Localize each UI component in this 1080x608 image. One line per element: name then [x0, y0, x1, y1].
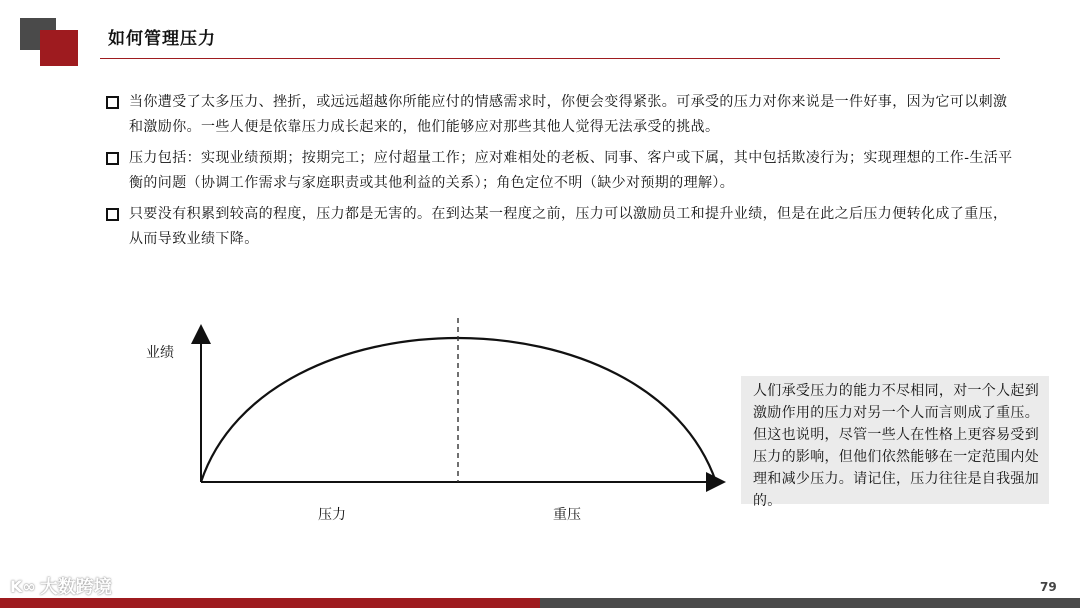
bullet-text: 只要没有积累到较高的程度，压力都是无害的。在到达某一程度之前，压力可以激励员工和提升业绩，但是在此之后压力便转化成了重压，从而导致业绩下降。 [129, 206, 1008, 247]
y-axis-label: 业绩 [146, 345, 174, 361]
footer-bar-red [0, 598, 540, 608]
watermark-text: 大数跨境 [39, 577, 112, 598]
region-label-stress: 压力 [318, 507, 346, 523]
footer-bar-grey [540, 598, 1080, 608]
page-title: 如何管理压力 [108, 29, 216, 49]
page-number: 79 [1040, 580, 1057, 594]
watermark-logo-icon: K∞ [10, 576, 36, 596]
region-label-overstress: 重压 [553, 507, 581, 523]
bullet-text: 压力包括：实现业绩预期；按期完工；应付超量工作；应对难相处的老板、同事、客户或下属，其中包括欺凌行为；实现理想的工作-生活平衡的问题（协调工作需求与家庭职责或其他利益的关系）；角色定位不明（缺少对预期的理解）。 [129, 150, 1013, 191]
watermark [10, 573, 112, 599]
bullet-text: 当你遭受了太多压力、挫折，或远远超越你所能应付的情感需求时，你便会变得紧张。可承受的压力对你来说是一件好事，因为它可以刺激和激励你。一些人便是依靠压力成长起来的，他们能够应对那些其他人觉得无法承受的挑战。 [129, 94, 1008, 135]
note-box: 人们承受压力的能力不尽相同，对一个人起到激励作用的压力对另一个人而言则成了重压。但这也说明，尽管一些人在性格上更容易受到压力的影响，但他们依然能够在一定范围内处理和减少压力。请记住，压力往往是自我强加的。 [741, 376, 1049, 504]
